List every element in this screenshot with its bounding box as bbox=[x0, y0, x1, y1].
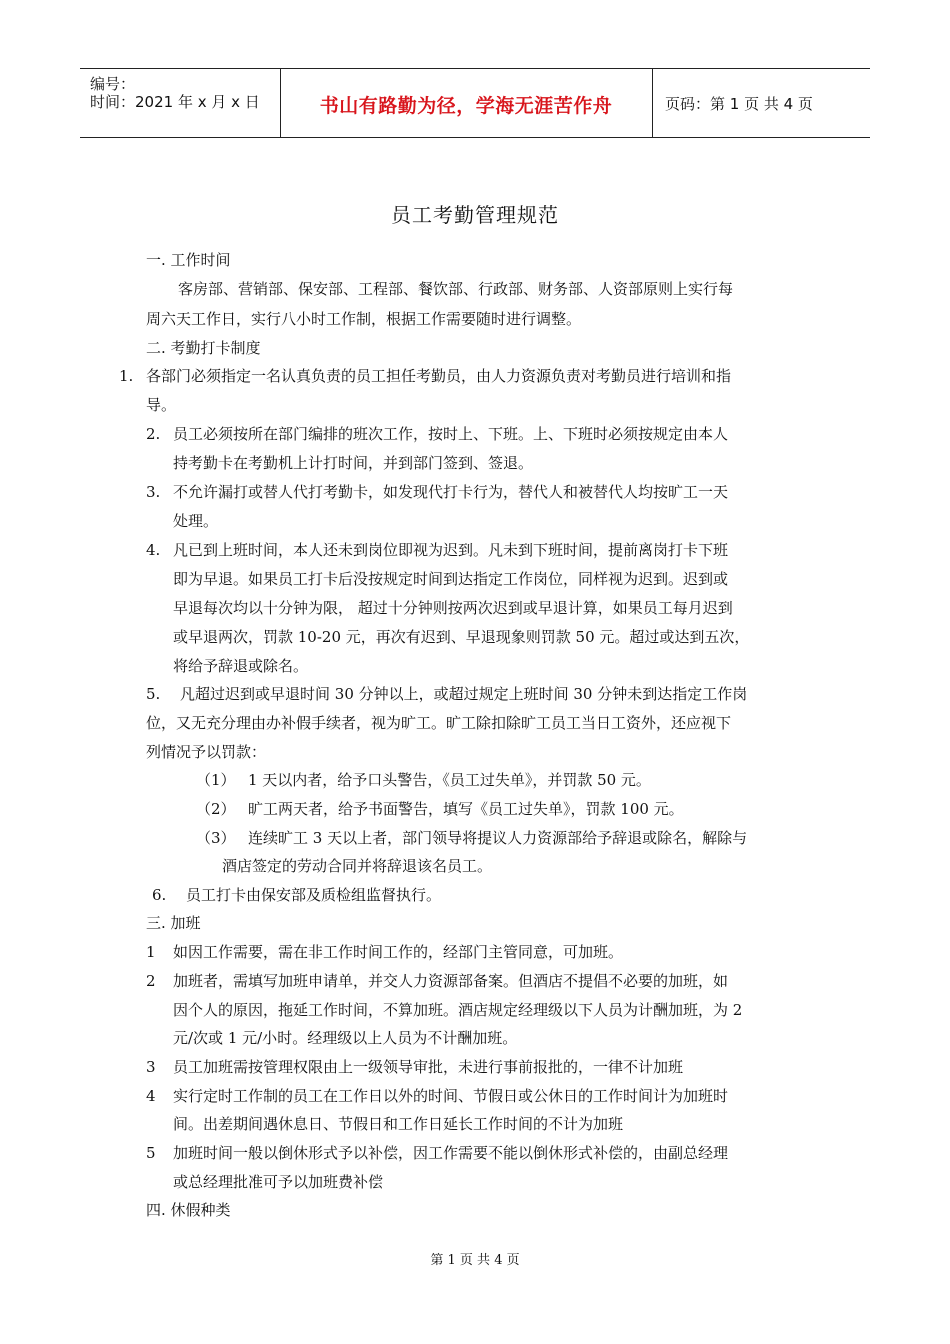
sub-item-line: 连续旷工 3 天以上者，部门领导将提议人力资源部给予辞退或除名，解除与 bbox=[248, 829, 748, 847]
section-heading-1: 一. 工作时间 bbox=[146, 251, 231, 269]
paragraph-line: 周六天工作日，实行八小时工作制，根据工作需要随时进行调整。 bbox=[146, 310, 582, 328]
list-item-line: 凡已到上班时间，本人还未到岗位即视为迟到。凡未到下班时间，提前离岗打卡下班 bbox=[173, 541, 729, 559]
sub-item-number: （3） bbox=[196, 829, 236, 847]
list-item-line: 元/次或 1 元/小时。经理级以上人员为不计酬加班。 bbox=[173, 1029, 518, 1047]
document-date: 时间：2021 年 x 月 x 日 bbox=[90, 93, 260, 111]
list-item-line: 凡超过迟到或早退时间 30 分钟以上，或超过规定上班时间 30 分钟未到达指定工作岗 bbox=[180, 685, 748, 703]
list-item-number: 3. bbox=[146, 483, 161, 501]
header-left-cell bbox=[80, 69, 281, 137]
list-item-line: 不允许漏打或替人代打考勤卡，如发现代打卡行为，替代人和被替代人均按旷工一天 bbox=[173, 483, 729, 501]
list-item-number: 6. bbox=[152, 886, 167, 904]
list-item-number: 5 bbox=[146, 1144, 156, 1162]
header-page-info: 页码：第 1 页 共 4 页 bbox=[665, 95, 813, 113]
list-item-number: 2. bbox=[146, 425, 161, 443]
page-footer: 第 1 页 共 4 页 bbox=[430, 1253, 520, 1268]
list-item-line: 加班时间一般以倒休形式予以补偿，因工作需要不能以倒休形式补偿的，由副总经理 bbox=[173, 1144, 729, 1162]
header-motto-cell bbox=[280, 69, 653, 137]
section-heading-4: 四. 休假种类 bbox=[146, 1201, 231, 1219]
list-item-line: 列情况予以罚款： bbox=[146, 743, 267, 761]
sub-item-number: （1） bbox=[196, 771, 236, 789]
list-item-line: 或总经理批准可予以加班费补偿 bbox=[173, 1173, 384, 1191]
list-item-line: 如因工作需要，需在非工作时间工作的，经部门主管同意，可加班。 bbox=[173, 943, 624, 961]
document-header bbox=[80, 68, 870, 138]
list-item-line: 实行定时工作制的员工在工作日以外的时间、节假日或公休日的工作时间计为加班时 bbox=[173, 1087, 729, 1105]
list-item-line: 员工加班需按管理权限由上一级领导审批，未进行事前报批的，一律不计加班 bbox=[173, 1058, 684, 1076]
header-page-cell bbox=[653, 69, 870, 137]
list-item-line: 因个人的原因，拖延工作时间，不算加班。酒店规定经理级以下人员为计酬加班，为 2 bbox=[173, 1001, 743, 1019]
header-motto: 书山有路勤为径，学海无涯苦作舟 bbox=[319, 95, 613, 117]
list-item-line: 或早退两次，罚款 10-20 元，再次有迟到、早退现象则罚款 50 元。超过或达到五次， bbox=[173, 628, 750, 646]
list-item-line: 位，又无充分理由办补假手续者，视为旷工。旷工除扣除旷工员工当日工资外，还应视下 bbox=[146, 714, 732, 732]
list-item-number: 1. bbox=[119, 367, 134, 385]
list-item-number: 4. bbox=[146, 541, 161, 559]
sub-item-line: 酒店签定的劳动合同并将辞退该名员工。 bbox=[222, 857, 493, 875]
list-item-line: 间。出差期间遇休息日、节假日和工作日延长工作时间的不计为加班 bbox=[173, 1115, 624, 1133]
list-item-line: 员工必须按所在部门编排的班次工作，按时上、下班。上、下班时必须按规定由本人 bbox=[173, 425, 729, 443]
list-item-line: 早退每次均以十分钟为限， 超过十分钟则按两次迟到或早退计算，如果员工每月迟到 bbox=[173, 599, 733, 617]
list-item-line: 处理。 bbox=[173, 512, 219, 530]
list-item-number: 1 bbox=[146, 943, 156, 961]
list-item-number: 2 bbox=[146, 972, 156, 990]
list-item-line: 导。 bbox=[146, 396, 177, 414]
document-title: 员工考勤管理规范 bbox=[391, 203, 559, 227]
list-item-line: 加班者，需填写加班申请单，并交人力资源部备案。但酒店不提倡不必要的加班，如 bbox=[173, 972, 729, 990]
list-item-line: 各部门必须指定一名认真负责的员工担任考勤员，由人力资源负责对考勤员进行培训和指 bbox=[146, 367, 732, 385]
list-item-number: 5. bbox=[146, 685, 161, 703]
sub-item-number: （2） bbox=[196, 800, 236, 818]
sub-item-line: 1 天以内者，给予口头警告，《员工过失单》，并罚款 50 元。 bbox=[248, 771, 651, 789]
list-item-line: 将给予辞退或除名。 bbox=[173, 657, 309, 675]
document-number-label: 编号： bbox=[90, 75, 136, 93]
section-heading-3: 三. 加班 bbox=[146, 914, 201, 932]
list-item-line: 持考勤卡在考勤机上计打时间，并到部门签到、签退。 bbox=[173, 454, 534, 472]
list-item-number: 4 bbox=[146, 1087, 156, 1105]
sub-item-line: 旷工两天者，给予书面警告，填写《员工过失单》，罚款 100 元。 bbox=[248, 800, 684, 818]
list-item-number: 3 bbox=[146, 1058, 156, 1076]
paragraph-line: 客房部、营销部、保安部、工程部、餐饮部、行政部、财务部、人资部原则上实行每 bbox=[178, 280, 734, 298]
list-item-line: 即为早退。如果员工打卡后没按规定时间到达指定工作岗位，同样视为迟到。迟到或 bbox=[173, 570, 729, 588]
list-item-line: 员工打卡由保安部及质检组监督执行。 bbox=[186, 886, 442, 904]
section-heading-2: 二. 考勤打卡制度 bbox=[146, 339, 261, 357]
